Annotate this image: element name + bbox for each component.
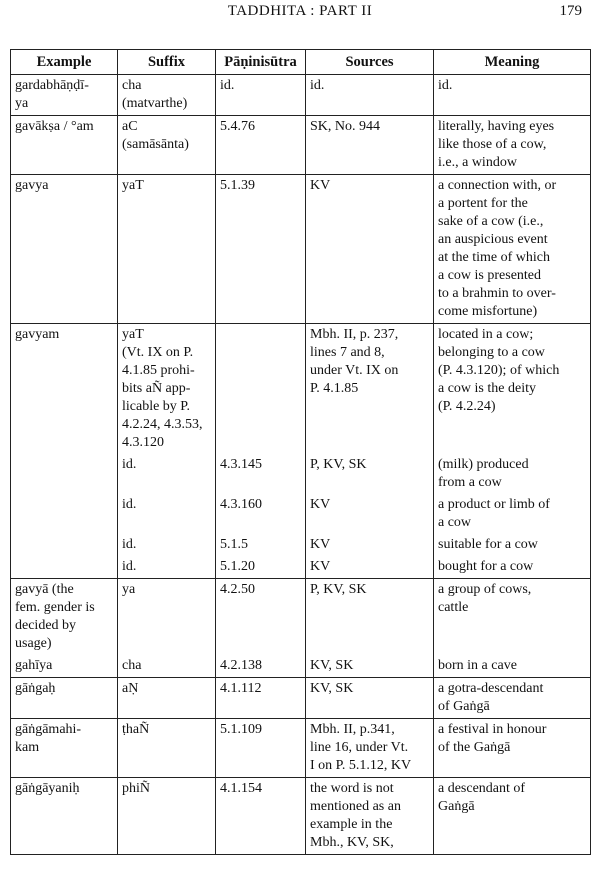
table-row <box>11 556 591 579</box>
meaning-line: cattle <box>438 600 469 615</box>
sources-line: example in the <box>310 817 393 832</box>
meaning-line: (P. 4.2.24) <box>438 399 496 414</box>
meaning-line: id. <box>438 78 453 93</box>
cell-sutra <box>216 556 306 579</box>
cell-suffix <box>118 678 216 719</box>
column-header-suffix: Suffix <box>118 50 216 75</box>
cell-example <box>11 678 118 719</box>
sources-line: KV <box>310 497 331 512</box>
sutra-line: 4.2.138 <box>220 658 262 673</box>
sources-line: Mbh. II, p. 237, <box>310 327 399 342</box>
cell-sutra <box>216 655 306 678</box>
example-line: decided by <box>15 618 77 633</box>
meaning-line: a portent for the <box>438 196 528 211</box>
table-row <box>11 175 591 324</box>
sutra-line: 5.1.39 <box>220 178 255 193</box>
cell-example <box>11 75 118 116</box>
cell-sources <box>306 655 434 678</box>
column-header-example: Example <box>11 50 118 75</box>
meaning-line: a gotra-descendant <box>438 681 544 696</box>
sutra-line <box>220 326 301 344</box>
cell-suffix <box>118 175 216 324</box>
cell-sources <box>306 324 434 455</box>
cell-sources <box>306 534 434 556</box>
suffix-line: id. <box>122 537 137 552</box>
meaning-line: come misfortune) <box>438 304 538 319</box>
running-title: TADDHITA : PART II <box>227 3 373 19</box>
suffix-line: id. <box>122 497 137 512</box>
cell-example <box>11 719 118 778</box>
example-line: gardabhāṇḍī- <box>15 78 89 93</box>
table-body <box>11 75 591 855</box>
column-header-sources: Sources <box>306 50 434 75</box>
cell-example <box>11 494 118 534</box>
cell-sources <box>306 778 434 855</box>
example-line: usage) <box>15 636 52 651</box>
sources-line: P, KV, SK <box>310 457 367 472</box>
sources-line: lines 7 and 8, <box>310 345 385 360</box>
cell-sources <box>306 678 434 719</box>
suffix-line: cha <box>122 658 142 673</box>
cell-example <box>11 556 118 579</box>
table-row <box>11 678 591 719</box>
cell-example <box>11 324 118 455</box>
suffix-line: yaT <box>122 327 144 342</box>
cell-meaning <box>434 556 591 579</box>
cell-sources <box>306 556 434 579</box>
cell-meaning <box>434 719 591 778</box>
example-line <box>15 496 113 514</box>
cell-meaning <box>434 678 591 719</box>
suffix-line: aṆ <box>122 681 139 696</box>
suffix-line: licable by P. <box>122 399 191 414</box>
cell-suffix <box>118 75 216 116</box>
example-line: gavākṣa / °am <box>15 119 94 134</box>
sutra-line: id. <box>220 78 235 93</box>
table-row <box>11 324 591 455</box>
cell-sources <box>306 719 434 778</box>
cell-sutra <box>216 579 306 656</box>
cell-meaning <box>434 579 591 656</box>
sources-line: P, KV, SK <box>310 582 367 597</box>
cell-example <box>11 778 118 855</box>
cell-meaning <box>434 655 591 678</box>
example-line: gāṅgāyaniḥ <box>15 781 80 796</box>
suffix-line: bits aÑ app- <box>122 381 191 396</box>
cell-example <box>11 655 118 678</box>
cell-suffix <box>118 778 216 855</box>
meaning-line: (milk) produced <box>438 457 529 472</box>
sources-line: KV, SK <box>310 681 354 696</box>
suffix-line: ṭhaÑ <box>122 722 150 737</box>
cell-sources <box>306 175 434 324</box>
cell-suffix <box>118 324 216 455</box>
meaning-line: from a cow <box>438 475 502 490</box>
cell-suffix <box>118 494 216 534</box>
cell-meaning <box>434 454 591 494</box>
cell-meaning <box>434 324 591 455</box>
meaning-line: of Gaṅgā <box>438 699 490 714</box>
header-row <box>11 50 591 75</box>
suffix-line: 4.2.24, 4.3.53, <box>122 417 203 432</box>
cell-sources <box>306 116 434 175</box>
suffix-line: 4.3.120 <box>122 435 164 450</box>
meaning-line: like those of a cow, <box>438 137 547 152</box>
meaning-line: of the Gaṅgā <box>438 740 511 755</box>
meaning-line: born in a cave <box>438 658 517 673</box>
table-row <box>11 75 591 116</box>
table-row <box>11 579 591 656</box>
meaning-line: suitable for a cow <box>438 537 538 552</box>
cell-example <box>11 116 118 175</box>
meaning-line: literally, having eyes <box>438 119 555 134</box>
example-line: gavyā (the <box>15 582 74 597</box>
example-line <box>15 536 113 554</box>
meaning-line: a cow is presented <box>438 268 542 283</box>
suffix-line: id. <box>122 457 137 472</box>
meaning-line: a descendant of <box>438 781 526 796</box>
suffix-line: (Vt. IX on P. <box>122 345 194 360</box>
meaning-line: Gaṅgā <box>438 799 475 814</box>
suffix-line: aC <box>122 119 138 134</box>
sutra-line: 5.4.76 <box>220 119 255 134</box>
example-line: gavyam <box>15 327 60 342</box>
table-header <box>11 50 591 75</box>
sutra-line: 4.3.160 <box>220 497 262 512</box>
meaning-line: bought for a cow <box>438 559 534 574</box>
meaning-line: a cow <box>438 515 472 530</box>
sources-line: KV <box>310 178 331 193</box>
column-header-meaning: Meaning <box>434 50 591 75</box>
table-row <box>11 494 591 534</box>
cell-sutra <box>216 778 306 855</box>
sutra-line: 5.1.5 <box>220 537 248 552</box>
cell-sutra <box>216 324 306 455</box>
cell-meaning <box>434 175 591 324</box>
cell-suffix <box>118 556 216 579</box>
meaning-line: (P. 4.3.120); of which <box>438 363 560 378</box>
cell-sources <box>306 75 434 116</box>
sutra-line: 4.1.112 <box>220 681 262 696</box>
meaning-line: an auspicious event <box>438 232 548 247</box>
cell-sutra <box>216 454 306 494</box>
sources-line: mentioned as an <box>310 799 401 814</box>
cell-meaning <box>434 116 591 175</box>
meaning-line: belonging to a cow <box>438 345 545 360</box>
cell-sources <box>306 494 434 534</box>
cell-meaning <box>434 75 591 116</box>
cell-suffix <box>118 719 216 778</box>
table-row <box>11 719 591 778</box>
cell-sutra <box>216 494 306 534</box>
suffix-line: phiÑ <box>122 781 150 796</box>
example-line: gahīya <box>15 658 53 673</box>
suffix-line: (samāsānta) <box>122 137 189 152</box>
cell-meaning <box>434 534 591 556</box>
page-number: 179 <box>559 3 582 19</box>
cell-sutra <box>216 75 306 116</box>
page-header <box>0 3 600 25</box>
sources-line: line 16, under Vt. <box>310 740 409 755</box>
sources-line: id. <box>310 78 325 93</box>
sources-line: Mbh., KV, SK, <box>310 835 394 850</box>
sources-line: KV <box>310 559 331 574</box>
sources-line: KV, SK <box>310 658 354 673</box>
suffix-line: ya <box>122 582 136 597</box>
sources-line: P. 4.1.85 <box>310 381 359 396</box>
sutra-line: 4.1.154 <box>220 781 262 796</box>
cell-example <box>11 579 118 656</box>
meaning-line: a festival in honour <box>438 722 547 737</box>
meaning-line: i.e., a window <box>438 155 517 170</box>
example-line: fem. gender is <box>15 600 95 615</box>
cell-sutra <box>216 534 306 556</box>
suffix-line: yaT <box>122 178 144 193</box>
meaning-line: a cow is the deity <box>438 381 536 396</box>
table-row <box>11 655 591 678</box>
cell-example <box>11 454 118 494</box>
example-line: gāṅgāmahi- <box>15 722 82 737</box>
meaning-line: a product or limb of <box>438 497 550 512</box>
suffix-line: cha <box>122 78 142 93</box>
example-line: ya <box>15 96 29 111</box>
meaning-line: located in a cow; <box>438 327 534 342</box>
cell-meaning <box>434 778 591 855</box>
sutra-line: 4.3.145 <box>220 457 262 472</box>
suffix-line: id. <box>122 559 137 574</box>
table-row <box>11 116 591 175</box>
example-line <box>15 558 113 576</box>
sources-line: KV <box>310 537 331 552</box>
sutra-line: 5.1.20 <box>220 559 255 574</box>
cell-example <box>11 534 118 556</box>
column-header-sutra: Pāṇinisūtra <box>216 50 306 75</box>
cell-suffix <box>118 116 216 175</box>
meaning-line: to a brahmin to over- <box>438 286 556 301</box>
cell-meaning <box>434 494 591 534</box>
meaning-line: a group of cows, <box>438 582 532 597</box>
cell-sutra <box>216 175 306 324</box>
sources-line: I on P. 5.1.12, KV <box>310 758 412 773</box>
suffix-line: (matvarthe) <box>122 96 188 111</box>
sutra-line: 4.2.50 <box>220 582 255 597</box>
cell-suffix <box>118 534 216 556</box>
taddhita-table <box>10 49 591 855</box>
sutra-line: 5.1.109 <box>220 722 262 737</box>
cell-sutra <box>216 719 306 778</box>
table-row <box>11 778 591 855</box>
example-line <box>15 456 113 474</box>
meaning-line: at the time of which <box>438 250 550 265</box>
meaning-line: a connection with, or <box>438 178 557 193</box>
cell-sources <box>306 454 434 494</box>
table-row <box>11 454 591 494</box>
cell-sutra <box>216 116 306 175</box>
meaning-line: sake of a cow (i.e., <box>438 214 544 229</box>
sources-line: under Vt. IX on <box>310 363 399 378</box>
cell-sutra <box>216 678 306 719</box>
cell-example <box>11 175 118 324</box>
example-line: gāṅgaḥ <box>15 681 56 696</box>
example-line: kam <box>15 740 40 755</box>
sources-line: Mbh. II, p.341, <box>310 722 395 737</box>
cell-suffix <box>118 454 216 494</box>
sources-line: SK, No. 944 <box>310 119 381 134</box>
example-line: gavya <box>15 178 49 193</box>
cell-suffix <box>118 579 216 656</box>
suffix-line: 4.1.85 prohi- <box>122 363 195 378</box>
table-row <box>11 534 591 556</box>
sources-line: the word is not <box>310 781 394 796</box>
cell-suffix <box>118 655 216 678</box>
cell-sources <box>306 579 434 656</box>
